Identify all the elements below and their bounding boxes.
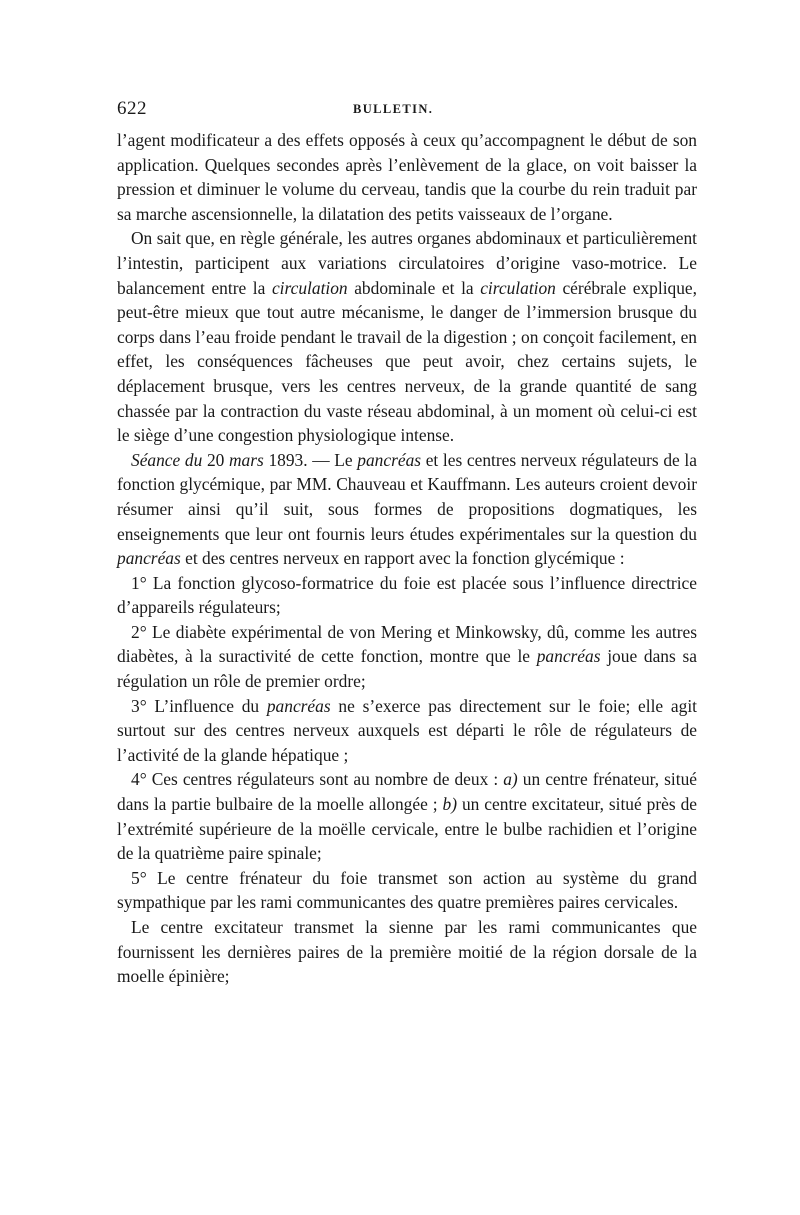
paragraph-continuation: l’agent modificateur a des effets opposés à ceux qu’accompagnent le début de son application. Quelques secondes après l’enlèvement de la glace, on voit baisser la pression et diminuer le volume du cerveau, tandis que la courbe du rein traduit par sa marche ascensionnelle, la dilatation des petits vaisseaux de l’organe. [117, 130, 697, 224]
proposition-4 [117, 767, 697, 865]
text-span: cérébrale explique, peut-être mieux que tout autre mécanisme, le danger de l’immersion brusque du corps dans l’eau froide pendant le travail de la digestion ; on conçoit facilement, en effet, les conséquences fâcheuses que peut avoir, chez certains sujets, le déplacement brusque, vers les centres nerveux, de la grande quantité de sang chassée par la contraction du vaste réseau abdominal, à un moment où celui-ci est le siège d’une congestion physiologique intense. [117, 277, 697, 446]
italic-term: pancréas [536, 646, 601, 667]
text-span: On sait que, en règle générale, les autres organes abdominaux et particulièrement l’intestin, participent aux variations circulatoires d’origine vaso-motrice. Le balancement entre la [117, 228, 697, 298]
body-text [117, 128, 697, 989]
paragraph-seance [117, 448, 697, 571]
proposition-3 [117, 694, 697, 768]
text-span: un centre frénateur, situé dans la partie bulbaire de la moelle allongée ; [117, 769, 697, 815]
text-span: un centre excitateur, situé près de l’extrémité supérieure de la moëlle cervicale, entre le bulbe rachidien et l’origine de la quatrième paire spinale; [117, 794, 697, 864]
italic-term: Séance du [131, 449, 203, 470]
text-span: 4° Ces centres régulateurs sont au nombre de deux : [131, 769, 504, 790]
text-span: joue dans sa régulation un rôle de premier ordre; [117, 646, 697, 692]
text-span: et des centres nerveux en rapport avec la fonction glycémique : [180, 548, 625, 569]
paragraph-circulation [117, 226, 697, 447]
proposition-5: 5° Le centre frénateur du foie transmet son action au système du grand sympathique par les rami communicantes des quatre premières paires cervicales. [117, 867, 697, 913]
italic-term: pancréas [357, 449, 422, 470]
text-span: ne s’exerce pas directement sur le foie; elle agit surtout sur des centres nerveux auxquels est départi le rôle de régulateurs de l’activité de la glande hépatique ; [117, 695, 697, 765]
italic-term: b) [442, 794, 458, 815]
italic-term: a) [503, 769, 518, 790]
running-head [117, 98, 697, 128]
page-number: 622 [117, 98, 147, 119]
text-span: 20 [202, 449, 229, 470]
proposition-1: 1° La fonction glycoso-formatrice du foie est placée sous l’influence directrice d’appareils régulateurs; [117, 572, 697, 618]
italic-term: pancréas [117, 548, 181, 569]
italic-term: circulation [480, 277, 556, 298]
text-span: 3° L’influence du [131, 695, 267, 716]
text-span: abdominale et la [347, 277, 481, 298]
paragraph-excitateur: Le centre excitateur transmet la sienne par les rami communicantes que fournissent les dernières paires de la première moitié de la région dorsale de la moelle épinière; [117, 917, 697, 987]
proposition-2 [117, 620, 697, 694]
italic-term: circulation [271, 277, 348, 298]
text-span: 1893. — Le [263, 449, 358, 470]
page [117, 98, 697, 989]
italic-term: mars [229, 449, 264, 470]
italic-term: pancréas [266, 695, 331, 716]
running-title: BULLETIN. [353, 102, 434, 116]
text-span: et les centres nerveux régulateurs de la fonction glycémique, par MM. Chauveau et Kauffmann. Les auteurs croient devoir résumer ainsi qu’il suit, sous formes de propositions dogmatiques, les enseignements que leur ont fournis leurs études expérimentales sur la question du [117, 449, 697, 544]
text-span: 2° Le diabète expérimental de von Mering et Minkowsky, dû, comme les autres diabètes, à la suractivité de cette fonction, montre que le [117, 621, 697, 667]
